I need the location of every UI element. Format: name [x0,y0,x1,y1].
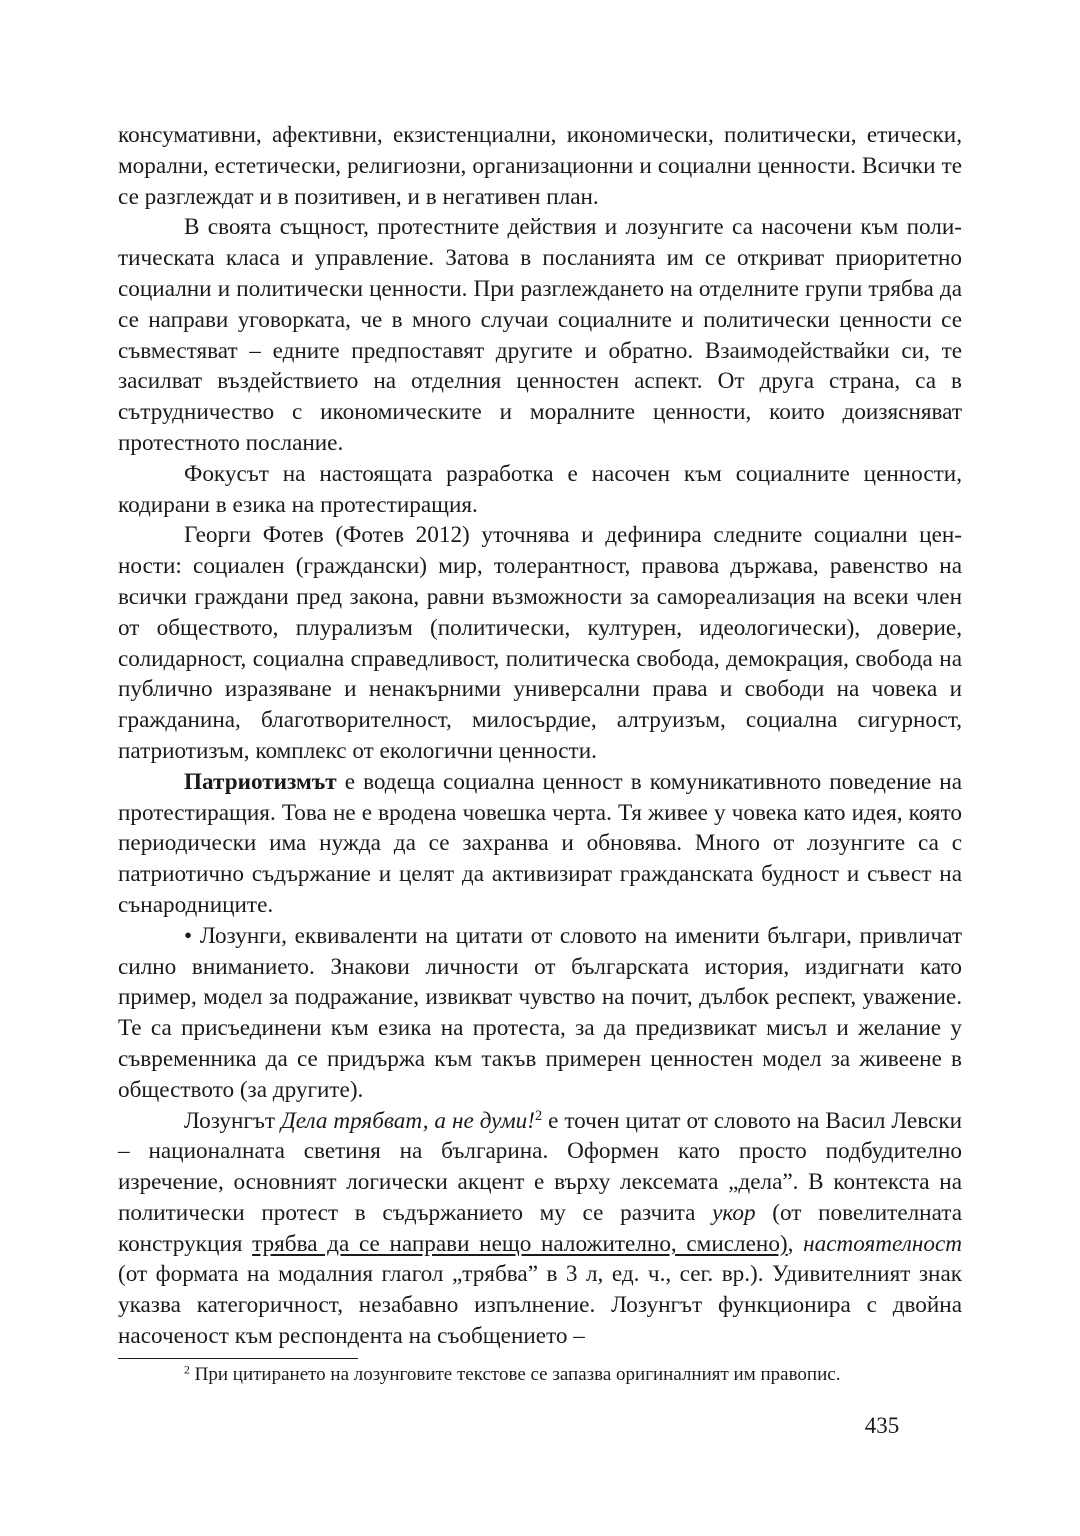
slogan-quote: Дела трябват, а не думи! [281,1107,535,1134]
footnote [118,1362,962,1388]
paragraph-3: Фокусът на настоящата разработка е насочен към социалните ценности, кодирани в езика на протестиращия. [118,460,962,518]
underlined-phrase: трябва да се направи нещо наложително, смислено) [252,1230,788,1257]
paragraph-7-text-d: , [787,1230,804,1257]
italic-term-ukor: укор [712,1199,756,1226]
footnote-ref: 2 [534,1107,543,1124]
page-number: 435 [864,1413,900,1438]
paragraph-4: Георги Фотев (Фотев 2012) уточнява и дефинира следните социални ценности: социален (граждански) мир, толерантност, правова държава, равенство на всички граждани пред закона, равни възможности за самореализация на всеки член от обществото, плурализъм (политически, културен, идеологически), доверие, солидарност, социална справедливост, политическа свобода, демокрация, свобода на публично изразяване и ненакърними универсални права и свободи на човека и гражданина, благотворителност, милосърдие, алтруизъм, социална сигурност, патриотизъм, комплекс от екологични ценности. [118,522,962,764]
paragraph-7-text-b: е точен цитат от словото на Васил Левски – националната светиня на българина. Оформен като просто подбудително изречение, основният логически акцент е върху лексемата „дела”. В контекста на политически протест в съдържанието му се разчита [118,1107,962,1226]
footnote-divider [118,1358,358,1359]
paragraph-2: В своята същност, протестните действия и лозунгите са насочени към политическата класа и управление. Затова в посланията им се откриват приоритетно социални и политически ценности. При разглеждането на отделните групи трябва да се направи уговорката, че в много случаи социалните и политически ценности се съвместяват – едните предпоставят другите и обратно. Взаимодействайки си, те засилват въздействието на отделния ценностен аспект. От друга страна, са в сътрудничество с икономическите и моралните ценности, които доизясняват протестното послание. [118,214,962,456]
paragraph-1: консумативни, афективни, екзистенциални, икономически, политически, етически, морални, естетически, религиозни, организационни и социални ценности. Всички те се разглеждат и в позитивен, и в негативен план. [118,122,962,210]
italic-term-nastoyatelnost: настоятелност [803,1230,963,1257]
body-text [118,120,962,1352]
paragraph-5 [118,767,962,921]
paragraph-7-text-e: (от формата на модалния глагол „трябва” в 3 л, ед. ч., сег. вр.). Удивителният знак указва категоричност, незабавно изпълнение. Лозунгът функционира с двойна насоченост към респондента на съобщението – [118,1261,962,1350]
footnote-text: При цитирането на лозунговите текстове се запазва оригиналният им правопис. [189,1364,841,1385]
paragraph-7-text-a: Лозунгът [184,1107,281,1134]
paragraph-7-text-c: (от повелителната конструкция [118,1199,962,1257]
bold-term: Патриотизмът [184,768,337,795]
footnote-number: 2 [184,1363,190,1377]
paragraph-6: • Лозунги, еквиваленти на цитати от словото на именити българи, привличат силно вниманието. Знакови личности от българската история, издигнати като пример, модел за подражание, извикват чувство на почит, дълбок респект, уважение. Те са присъединени към езика на протеста, за да предизвикат мисъл и желание у съвременника да се придържа към такъв примерен ценностен модел за живеене в обществото (за другите). [118,922,962,1103]
paragraph-5-text: е водеща социална ценност в комуникативното поведение на протестиращия. Това не е вродена човешка черта. Тя живее у човека като идея, която периодически има нужда да се захранва и обновява. Много от лозунгите са с патриотично съдържание и целят да активизират гражданската будност и съвест на сънародниците. [118,768,962,918]
paragraph-7 [118,1106,962,1352]
